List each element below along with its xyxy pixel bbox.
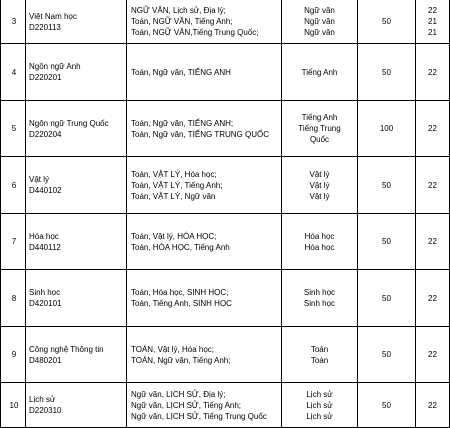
major-code: D220310 [29, 406, 62, 415]
quota-cell: 50 [358, 157, 416, 214]
major-name: Ngôn ngữ Anh [29, 62, 81, 71]
min-score-cell [416, 0, 450, 44]
major-cell [26, 44, 127, 101]
min-score: 22 [428, 237, 437, 246]
main-subject-cell [282, 383, 358, 428]
subject-combination: Toán, VẬT LÝ, Tiếng Anh; [131, 180, 223, 190]
main-subject-cell [282, 270, 358, 327]
subject-combination: Toán, Tiếng Anh, SINH HỌC [131, 299, 232, 308]
min-score-cell [416, 101, 450, 157]
subject-combination: Toán, Ngữ văn, TIẾNG TRUNG QUỐC [131, 129, 269, 139]
row-number-cell: 8 [1, 270, 26, 327]
major-name: Lịch sử [29, 395, 56, 404]
subject-combination: Toán, VẬT LÝ, Hóa học; [131, 169, 217, 179]
main-subject-cell [282, 214, 358, 270]
main-subject: Sinh học [303, 299, 336, 308]
main-subject: Lịch sử [306, 389, 333, 399]
main-subject: Ngữ văn [304, 28, 335, 37]
table-row [1, 44, 450, 101]
row-number-cell: 4 [1, 44, 26, 101]
table-row [1, 157, 450, 214]
min-score: 22 [428, 180, 437, 190]
major-cell [26, 383, 127, 428]
subject-combinations-cell [127, 214, 282, 270]
subject-combination: Ngữ văn, LỊCH SỬ, Địa lý; [131, 389, 226, 399]
subject-combination: TOÁN, Vật lý, Hóa học; [131, 344, 214, 354]
major-cell [26, 270, 127, 327]
main-subject-cell [282, 157, 358, 214]
main-subject-cell [282, 327, 358, 383]
major-code: D420101 [29, 299, 62, 308]
main-subject-cell [282, 44, 358, 101]
major-name: Việt Nam học [29, 11, 77, 21]
subject-combination: Toán, Ngữ văn, TIẾNG ANH [131, 67, 231, 77]
major-code: D220201 [29, 73, 62, 82]
major-cell [26, 157, 127, 214]
quota-cell: 50 [358, 270, 416, 327]
main-subject-cell [282, 0, 358, 44]
major-code: D220204 [29, 129, 62, 139]
main-subject: Ngữ văn [304, 6, 335, 15]
main-subject: Lịch sử [306, 400, 333, 410]
major-cell [26, 214, 127, 270]
subject-combination: Ngữ văn, LỊCH SỬ, Tiếng Trung Quốc [131, 411, 267, 421]
main-subject-cell [282, 101, 358, 157]
subject-combination: Toán, NGỮ VĂN, Tiếng Anh; [131, 17, 233, 26]
major-code: D440112 [29, 242, 61, 252]
major-name: Vật lý [29, 175, 50, 184]
row-number-cell: 5 [1, 101, 26, 157]
table-row [1, 101, 450, 157]
min-score-cell [416, 383, 450, 428]
quota-cell: 50 [358, 44, 416, 101]
subject-combination: Toán, NGỮ VĂN,Tiếng Trung Quốc; [131, 28, 259, 37]
table-row [1, 327, 450, 383]
subject-combination: Toán, Vật lý, HÓA HỌC; [131, 231, 217, 241]
min-score: 22 [428, 350, 437, 359]
min-score-cell [416, 270, 450, 327]
row-number-cell: 3 [1, 0, 26, 44]
main-subject: Lịch sử [306, 411, 333, 421]
major-name: Công nghệ Thông tin [29, 344, 104, 354]
main-subject: Tiếng Anh [301, 67, 338, 77]
main-subject: Hóa học [304, 231, 335, 241]
subject-combination: TOÁN, Ngữ văn, Tiếng Anh; [131, 355, 231, 365]
min-score: 22 [428, 67, 437, 77]
main-subject: Toán [310, 344, 329, 354]
row-number-cell: 7 [1, 214, 26, 270]
min-score: 21 [428, 17, 437, 26]
min-score: 22 [428, 293, 437, 303]
min-score: 22 [428, 124, 437, 133]
subject-combinations-cell [127, 44, 282, 101]
quota-cell: 50 [358, 327, 416, 383]
subject-combinations-cell [127, 383, 282, 428]
min-score-cell [416, 327, 450, 383]
main-subject: Vật lý [309, 191, 330, 201]
main-subject: Ngữ văn [304, 17, 335, 26]
main-subject: Toán [310, 355, 329, 365]
main-subject: Vật lý [309, 180, 330, 190]
major-name: Hóa học [29, 231, 59, 241]
subject-combination: NGỮ VĂN, Lịch sử, Địa lý; [131, 6, 226, 15]
min-score-cell [416, 214, 450, 270]
table-row [1, 0, 450, 44]
subject-combinations-cell [127, 157, 282, 214]
subject-combinations-cell [127, 101, 282, 157]
table-row [1, 383, 450, 428]
major-name: Ngôn ngữ Trung Quốc [29, 118, 109, 128]
quota-cell: 50 [358, 214, 416, 270]
table-row [1, 270, 450, 327]
min-score: 22 [428, 6, 437, 15]
subject-combination: Toán, HÓA HỌC, Tiếng Anh [131, 242, 230, 252]
main-subject: Tiếng Anh [301, 113, 338, 122]
min-score-cell [416, 44, 450, 101]
main-subject: Quốc [309, 135, 330, 144]
subject-combination: Ngữ văn, LỊCH SỬ, Tiếng Anh; [131, 400, 242, 410]
min-score: 21 [428, 28, 437, 37]
subject-combination: Toán, VẬT LÝ, Ngữ văn [131, 191, 216, 201]
major-code: D440102 [29, 186, 62, 195]
subject-combinations-cell [127, 0, 282, 44]
quota-cell: 50 [358, 0, 416, 44]
subject-combination: Toán, Hóa học, SINH HỌC; [131, 288, 229, 297]
table-row [1, 214, 450, 270]
table-body [1, 0, 450, 428]
major-cell [26, 327, 127, 383]
main-subject: Tiếng Trung [298, 124, 341, 133]
main-subject: Sinh học [303, 288, 336, 297]
min-score: 22 [428, 400, 437, 410]
major-code: D480201 [29, 355, 62, 365]
min-score-cell [416, 157, 450, 214]
main-subject: Vật lý [309, 169, 330, 179]
subject-combination: Toán, Ngữ văn, TIẾNG ANH; [131, 118, 234, 128]
row-number-cell: 6 [1, 157, 26, 214]
quota-cell: 50 [358, 383, 416, 428]
major-name: Sinh học [29, 288, 61, 297]
subject-combinations-cell [127, 270, 282, 327]
subject-combinations-cell [127, 327, 282, 383]
major-cell [26, 0, 127, 44]
main-subject: Hóa học [304, 242, 335, 252]
major-code: D220113 [29, 22, 61, 32]
quota-cell: 100 [358, 101, 416, 157]
row-number-cell: 9 [1, 327, 26, 383]
major-cell [26, 101, 127, 157]
row-number-cell: 10 [1, 383, 26, 428]
